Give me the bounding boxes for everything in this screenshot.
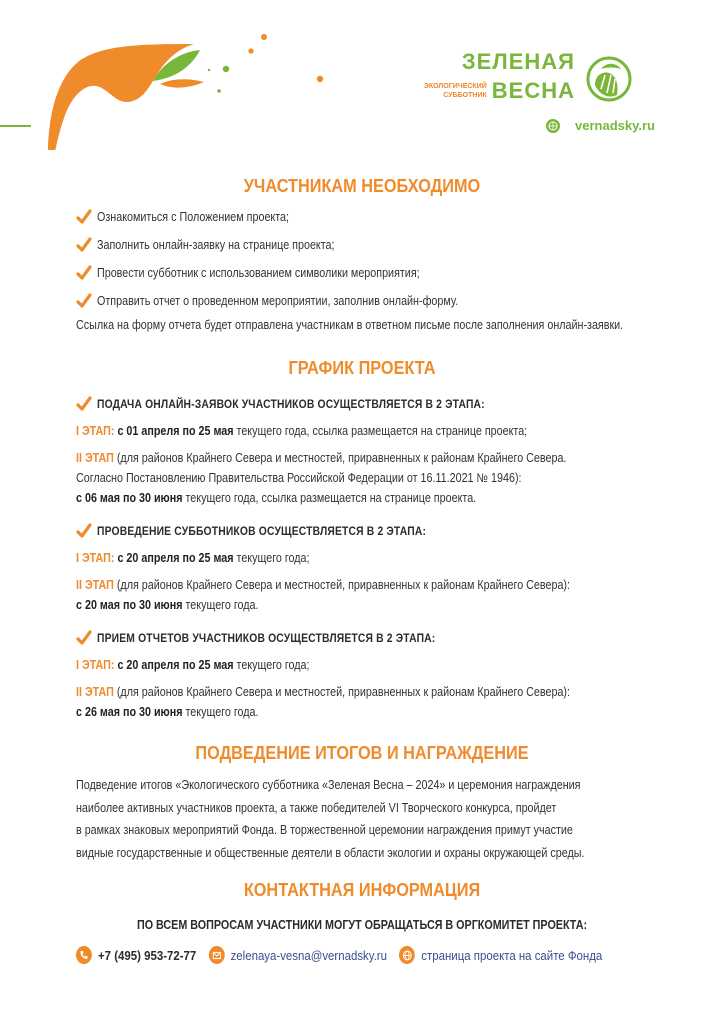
check-icon [76,265,92,281]
section-title-requirements: УЧАСТНИКАМ НЕОБХОДИМО [243,175,481,196]
stage-text: текущего года. [185,598,259,612]
schedule-stage-2 [76,684,570,700]
contact-email-link[interactable]: zelenaya-vesna@vernadsky.ru [230,947,387,963]
stage-dates: с 01 апреля по 25 мая [117,424,234,438]
dot [261,34,267,40]
brand-logo [410,50,575,106]
schedule-stage-1 [76,423,527,439]
schedule-stage-2 [76,577,570,593]
paragraph-line: в рамках знаковых мероприятий Фонда. В торжественной церемонии награждения примут участие [76,823,573,837]
globe-icon [399,946,415,964]
dot [248,48,253,53]
foundation-globe-logo [585,55,633,103]
schedule-heading: ПРИЕМ ОТЧЕТОВ УЧАСТНИКОВ ОСУЩЕСТВЛЯЕТСЯ В 2 ЭТАПА: [97,631,436,645]
check-icon [76,396,92,412]
stage-dates: с 20 апреля по 25 мая [117,658,234,672]
stage-note: (для районов Крайнего Севера и местностей, приравненных к районам Крайнего Севера): [116,578,570,592]
check-icon [76,209,92,225]
check-icon [76,630,92,646]
schedule-stage-2-dates [76,704,259,720]
requirements-note: Ссылка на форму отчета будет отправлена участникам в ответном письме после заполнения онлайн-заявки. [76,318,624,332]
section-title-contacts: КОНТАКТНАЯ ИНФОРМАЦИЯ [243,879,481,900]
stage-note: Согласно Постановлению Правительства Российской Федерации от 16.11.2021 № 1946): [76,471,522,485]
paragraph-line: наиболее активных участников проекта, а также победителей VI Творческого конкурса, пройдет [76,800,557,815]
stage-label: II ЭТАП [76,685,114,699]
phone-icon [76,946,92,964]
section-title-results: ПОДВЕДЕНИЕ ИТОГОВ И НАГРАЖДЕНИЕ [195,742,529,763]
requirement-item: Заполнить онлайн-заявку на странице проекта; [97,238,335,252]
stage-label: I ЭТАП: [76,658,115,672]
stage-text: текущего года; [236,658,310,672]
page-header [0,0,724,150]
check-icon [76,293,92,309]
dot [208,69,210,71]
contacts-lead: ПО ВСЕМ ВОПРОСАМ УЧАСТНИКИ МОГУТ ОБРАЩАТЬСЯ В ОРГКОМИТЕТ ПРОЕКТА: [136,918,588,932]
schedule-stage-2 [76,450,566,466]
stage-label: II ЭТАП [76,451,114,465]
schedule-stage-1 [76,657,310,673]
orange-leaf [160,79,204,87]
section-title-schedule: ГРАФИК ПРОЕКТА [288,357,436,378]
brand-title-top: ЗЕЛЕНАЯ [461,49,575,74]
paragraph-line: Подведение итогов «Экологического субботника «Зеленая Весна – 2024» и церемония награждения [76,778,581,792]
stage-dates: с 20 апреля по 25 мая [117,551,234,565]
stage-label: I ЭТАП: [76,551,115,565]
brand-title-bottom: ВЕСНА [491,78,575,103]
stage-label: I ЭТАП: [76,424,115,438]
stage-dates: с 26 мая по 30 июня [76,705,183,719]
stage-label: II ЭТАП [76,578,114,592]
requirement-item: Провести субботник с использованием символики мероприятия; [97,266,420,280]
dot [217,89,221,93]
results-paragraph [76,774,633,864]
dot [317,76,323,82]
contact-row [76,944,615,966]
brand-subtitle [424,82,487,100]
stage-text: текущего года. [185,705,259,719]
check-icon [76,523,92,539]
schedule-heading: ПРОВЕДЕНИЕ СУББОТНИКОВ ОСУЩЕСТВЛЯЕТСЯ В 2 ЭТАПА: [97,524,427,538]
stage-text: текущего года, ссылка размещается на странице проекта; [236,424,528,438]
globe-small-icon [546,119,560,133]
check-icon [76,237,92,253]
stage-text: текущего года, ссылка размещается на странице проекта. [185,491,477,505]
requirement-item: Отправить отчет о проведенном мероприятии, заполнив онлайн-форму. [97,294,459,308]
schedule-stage-2-dates [76,490,476,506]
dot [223,66,229,72]
stage-note: (для районов Крайнего Севера и местностей, приравненных к районам Крайнего Севера. [116,451,567,465]
schedule-stage-1 [76,550,310,566]
project-page-link[interactable]: страница проекта на сайте Фонда [421,947,603,963]
stage-note: (для районов Крайнего Севера и местностей, приравненных к районам Крайнего Севера): [116,685,570,699]
schedule-heading: ПОДАЧА ОНЛАЙН-ЗАЯВОК УЧАСТНИКОВ ОСУЩЕСТВЛЯЕТСЯ В 2 ЭТАПА: [97,397,485,411]
schedule-stage-2-dates [76,597,259,613]
stage-dates: с 20 мая по 30 июня [76,598,183,612]
site-link[interactable]: vernadsky.ru [575,118,655,133]
brand-subtitle-line: ЭКОЛОГИЧЕСКИЙ [423,83,487,90]
brand-row [424,78,575,104]
contact-phone[interactable]: +7 (495) 953-72-77 [98,947,197,963]
stage-text: текущего года; [236,551,310,565]
mail-icon [209,946,225,964]
brand-subtitle-line: СУББОТНИК [443,92,487,99]
orange-swoosh [48,44,194,150]
stage-dates: с 06 мая по 30 июня [76,491,183,505]
requirement-item: Ознакомиться с Положением проекта; [97,210,290,224]
paragraph-line: видные государственные и общественные деятели в области экологии и охраны окружающей среды. [76,845,585,860]
